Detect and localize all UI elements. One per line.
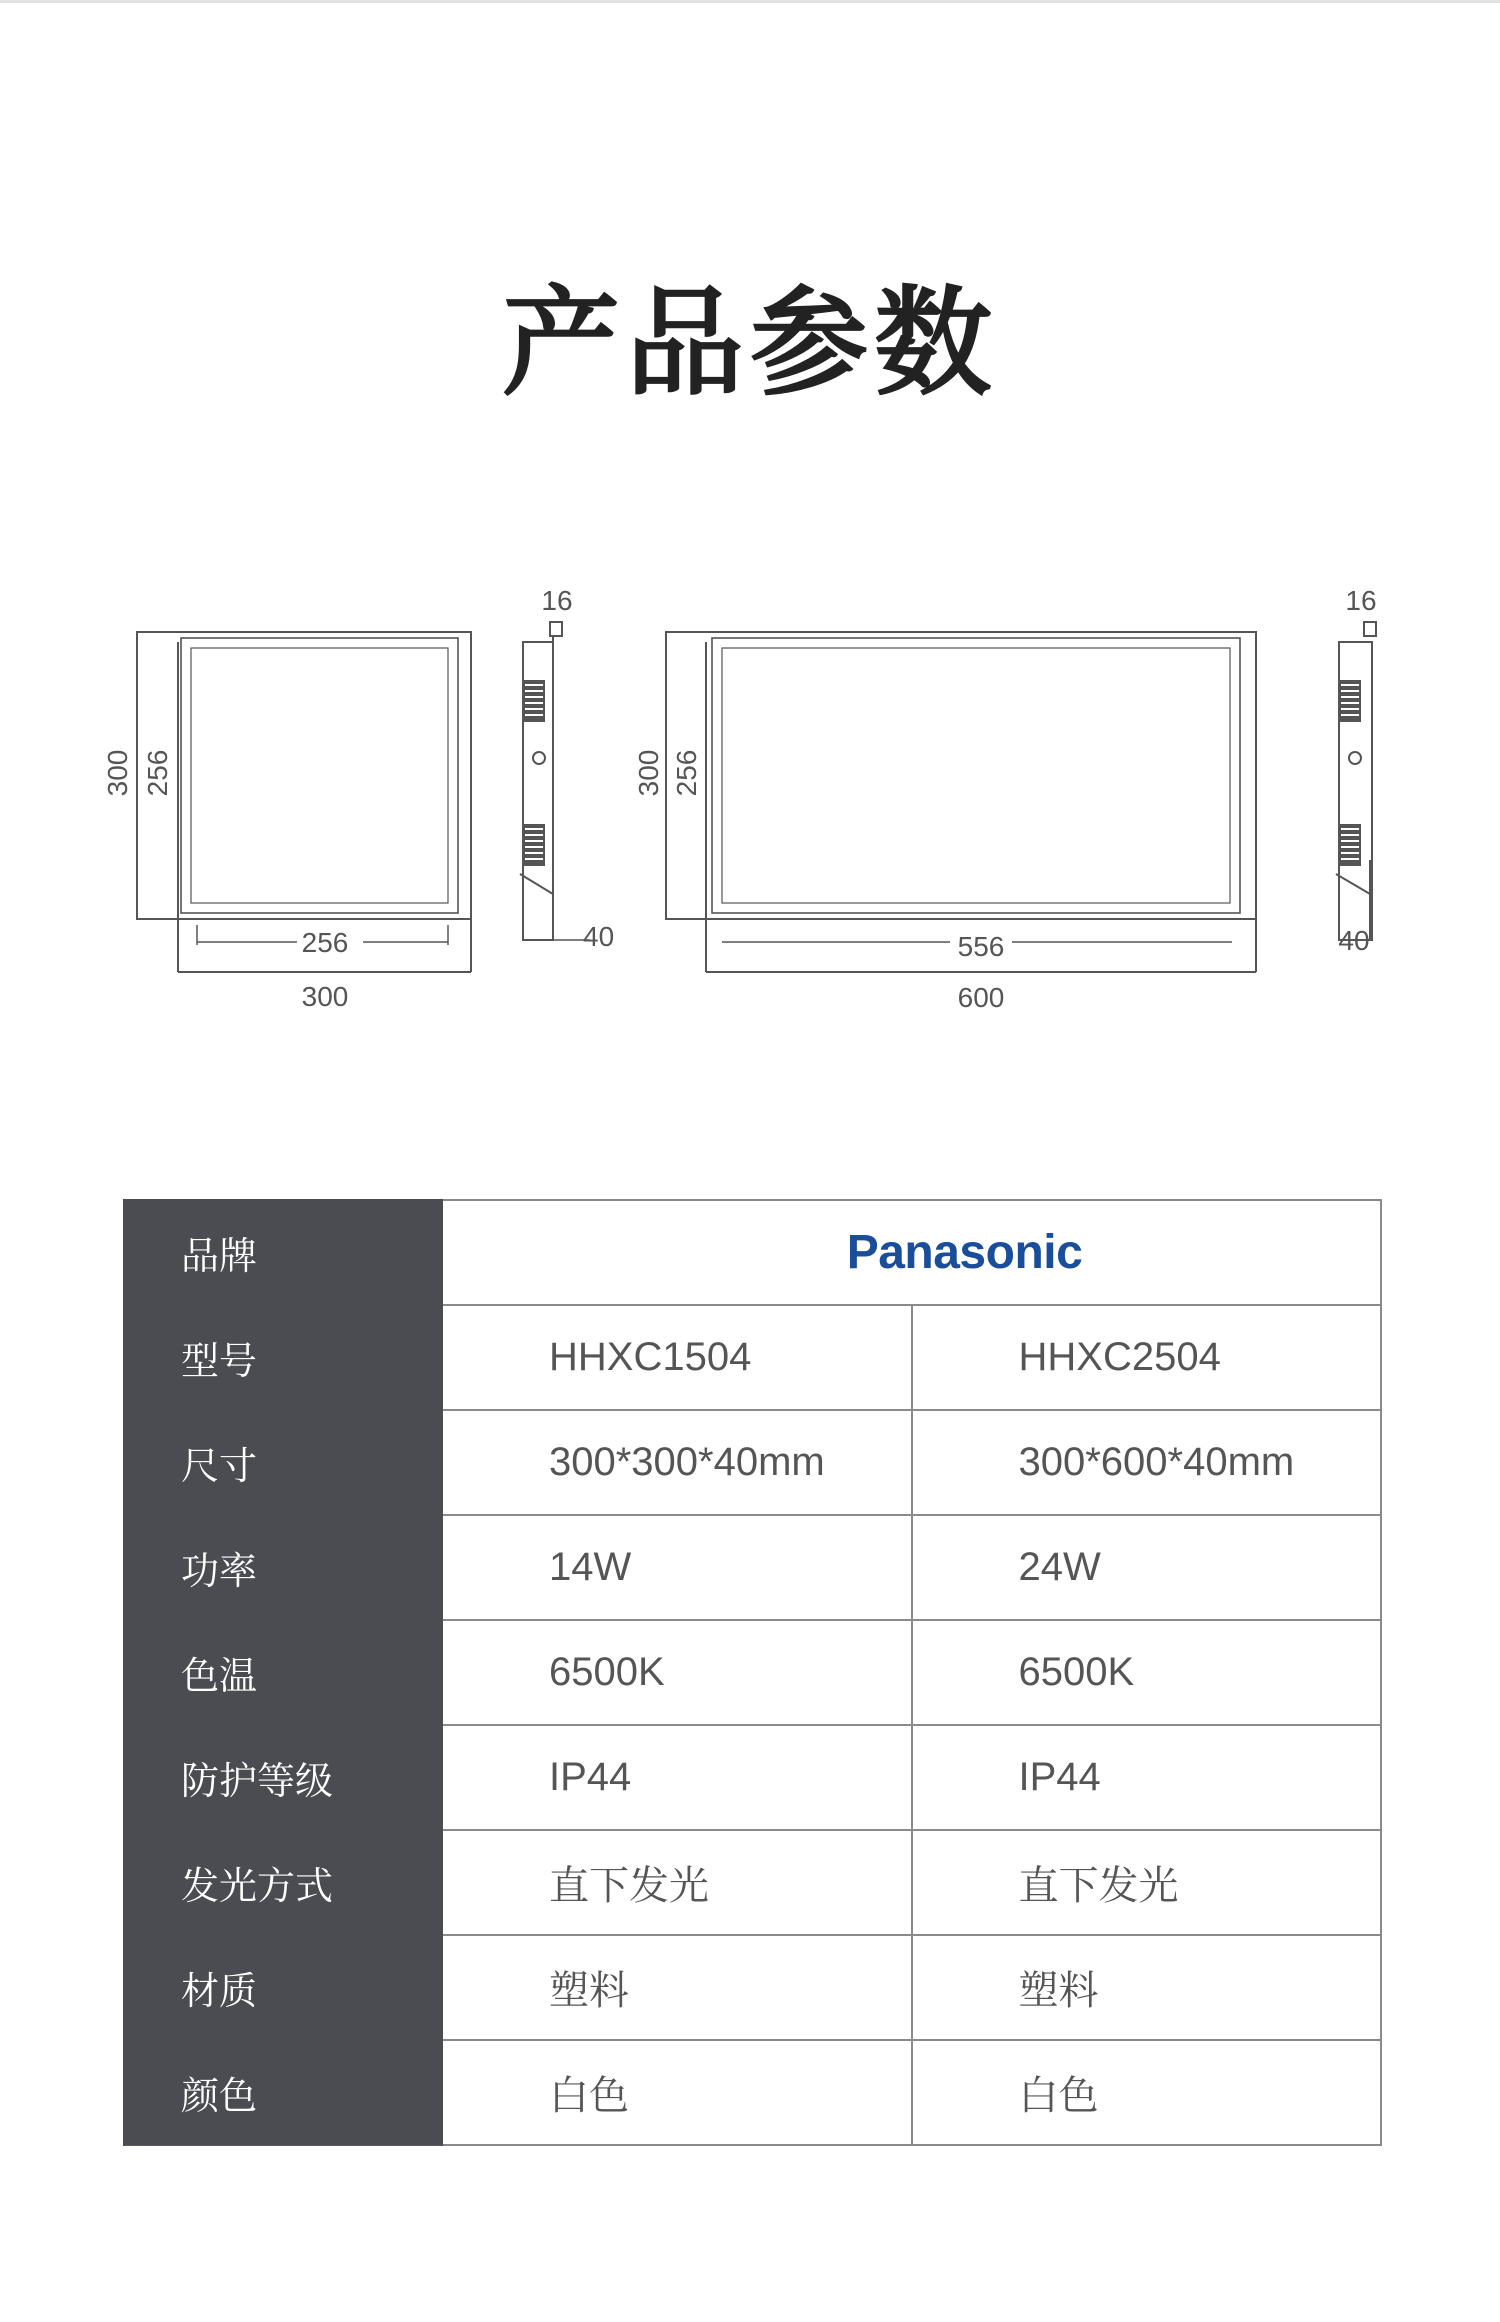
dim-square-side-flange: 16 <box>541 585 573 616</box>
page-title: 产品参数 <box>501 274 998 412</box>
dim-square-height-outer: 300 <box>102 749 133 797</box>
row-label: 颜色 <box>124 2040 442 2145</box>
dim-rect-side-depth: 40 <box>1338 925 1370 956</box>
table-row <box>124 1830 1381 1935</box>
table-row <box>124 1725 1381 1830</box>
table-row <box>124 2040 1381 2145</box>
value-cell-b: 300*600*40mm <box>912 1410 1382 1515</box>
dim-rect-height-outer: 300 <box>633 749 664 797</box>
dim-square-side-depth: 40 <box>583 921 615 952</box>
value-cell-b: 直下发光 <box>912 1830 1382 1935</box>
row-label: 品牌 <box>124 1200 442 1305</box>
value-cell-a: IP44 <box>442 1725 912 1830</box>
dim-square-width-outer: 300 <box>301 981 349 1012</box>
row-label: 尺寸 <box>124 1410 442 1515</box>
panasonic-logo: Panasonic <box>846 1226 1083 1279</box>
row-label: 防护等级 <box>124 1725 442 1830</box>
row-label: 色温 <box>124 1620 442 1725</box>
dim-rect-width-outer: 600 <box>957 982 1005 1013</box>
value-cell-a: 塑料 <box>442 1935 912 2040</box>
rect-side-knob <box>1349 752 1361 764</box>
table-row <box>124 1620 1381 1725</box>
row-label: 材质 <box>124 1935 442 2040</box>
dim-square-height-inner: 256 <box>142 749 173 797</box>
rect-panel-outline <box>666 632 1256 919</box>
square-panel-outline <box>137 632 471 919</box>
dim-square-width-inner: 256 <box>301 927 349 958</box>
row-label: 功率 <box>124 1515 442 1620</box>
table-row <box>124 1410 1381 1515</box>
value-cell-b: 6500K <box>912 1620 1382 1725</box>
table-row <box>124 1515 1381 1620</box>
value-cell-b: 白色 <box>912 2040 1382 2145</box>
value-cell-b: IP44 <box>912 1725 1382 1830</box>
value-cell-a: 14W <box>442 1515 912 1620</box>
rect-panel-inner <box>712 638 1240 913</box>
dim-rect-height-inner: 256 <box>671 749 702 797</box>
square-side-knob <box>533 752 545 764</box>
row-label: 发光方式 <box>124 1830 442 1935</box>
value-cell-b: HHXC2504 <box>912 1305 1382 1410</box>
dim-rect-width-inner: 556 <box>957 931 1005 962</box>
value-cell-b: 24W <box>912 1515 1382 1620</box>
value-cell-a: 6500K <box>442 1620 912 1725</box>
table-row <box>124 1935 1381 2040</box>
brand-cell <box>442 1200 1381 1305</box>
value-cell-a: 白色 <box>442 2040 912 2145</box>
dim-rect-side-flange: 16 <box>1345 585 1377 616</box>
top-divider <box>0 0 1500 3</box>
table-row <box>124 1305 1381 1410</box>
row-label: 型号 <box>124 1305 442 1410</box>
value-cell-a: HHXC1504 <box>442 1305 912 1410</box>
spec-table <box>123 1199 1382 2146</box>
value-cell-b: 塑料 <box>912 1935 1382 2040</box>
dimension-drawings <box>0 560 1500 1030</box>
value-cell-a: 直下发光 <box>442 1830 912 1935</box>
table-row <box>124 1200 1381 1305</box>
square-panel-inner <box>181 638 458 913</box>
value-cell-a: 300*300*40mm <box>442 1410 912 1515</box>
